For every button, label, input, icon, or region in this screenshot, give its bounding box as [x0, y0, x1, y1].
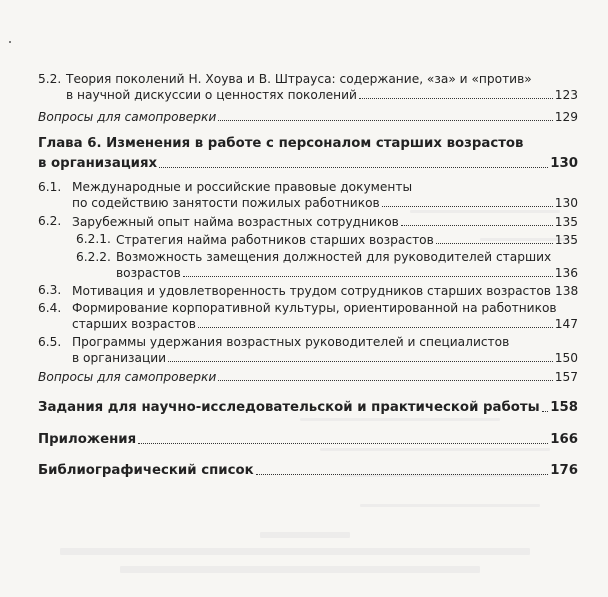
entry-title-line-1: Теория поколений Н. Хоува и В. Штрауса: содержание, «за» и «против»: [66, 72, 532, 86]
entry-title: Приложения: [38, 432, 137, 447]
page-number: 158: [550, 400, 578, 415]
page-number: 150: [554, 351, 578, 365]
page-number: 157: [554, 370, 578, 384]
page-number: 129: [554, 110, 578, 124]
dot-leader: [138, 443, 548, 444]
entry-title: Вопросы для самопроверки: [38, 370, 217, 384]
page-number: 147: [554, 317, 578, 331]
entry-title-line-2: возрастов: [116, 266, 181, 280]
entry-number: 6.2.1.: [76, 232, 111, 246]
entry-title-line-1: Формирование корпоративной культуры, ориентированной на работников: [72, 301, 557, 315]
dot-leader: [183, 276, 553, 277]
entry-title: Задания для научно-исследовательской и практической работы: [38, 400, 540, 415]
entry-title-line-1: Возможность замещения должностей для руководителей старших: [116, 250, 552, 264]
entry-number: 6.2.2.: [76, 250, 111, 264]
entry-title: Стратегия найма работников старших возрастов: [116, 233, 434, 247]
page-number: 166: [550, 432, 578, 447]
dot-leader: [168, 361, 553, 362]
page-number: 176: [550, 463, 578, 478]
chapter-title-line-2: в организациях: [38, 156, 158, 171]
entry-title-line-1: Программы удержания возрастных руководителей и специалистов: [72, 335, 510, 349]
page-number: 135: [554, 233, 578, 247]
page-number: 123: [554, 88, 578, 102]
entry-number: 6.5.: [38, 335, 62, 349]
page-number: 138: [554, 284, 579, 298]
dot-leader: [256, 474, 549, 475]
entry-title-line-2: по содействию занятости пожилых работников: [72, 196, 380, 210]
entry-title-line-1: Международные и российские правовые документы: [72, 180, 413, 194]
entry-number: 5.2.: [38, 72, 62, 86]
page-number: 136: [554, 266, 578, 280]
dot-leader: [218, 120, 552, 121]
entry-number: 6.3.: [38, 283, 62, 297]
entry-title: Библиографический список: [38, 463, 254, 478]
dot-leader: [382, 206, 553, 207]
dot-leader: [159, 167, 548, 168]
entry-number: 6.4.: [38, 301, 62, 315]
entry-title: Вопросы для самопроверки: [38, 110, 217, 124]
dot-leader: [218, 380, 552, 381]
dot-leader: [359, 98, 553, 99]
page-number: 130: [550, 156, 578, 171]
entry-number: 6.2.: [38, 214, 62, 228]
dot-leader: [436, 243, 553, 244]
page-speck: [9, 41, 11, 43]
entry-title: Зарубежный опыт найма возрастных сотрудников: [72, 215, 399, 229]
dot-leader: [401, 225, 553, 226]
entry-title: Мотивация и удовлетворенность трудом сотрудников старших возрастов: [72, 284, 551, 298]
chapter-title-line-1: Глава 6. Изменения в работе с персоналом старших возрастов: [38, 136, 524, 151]
entry-title-line-2: в научной дискуссии о ценностях поколений: [66, 88, 357, 102]
dot-leader: [542, 411, 549, 412]
dot-leader: [198, 327, 553, 328]
entry-title-line-2: в организации: [72, 351, 167, 365]
page-number: 130: [554, 196, 578, 210]
entry-title-line-2: старших возрастов: [72, 317, 196, 331]
page-number: 135: [554, 215, 578, 229]
entry-number: 6.1.: [38, 180, 62, 194]
